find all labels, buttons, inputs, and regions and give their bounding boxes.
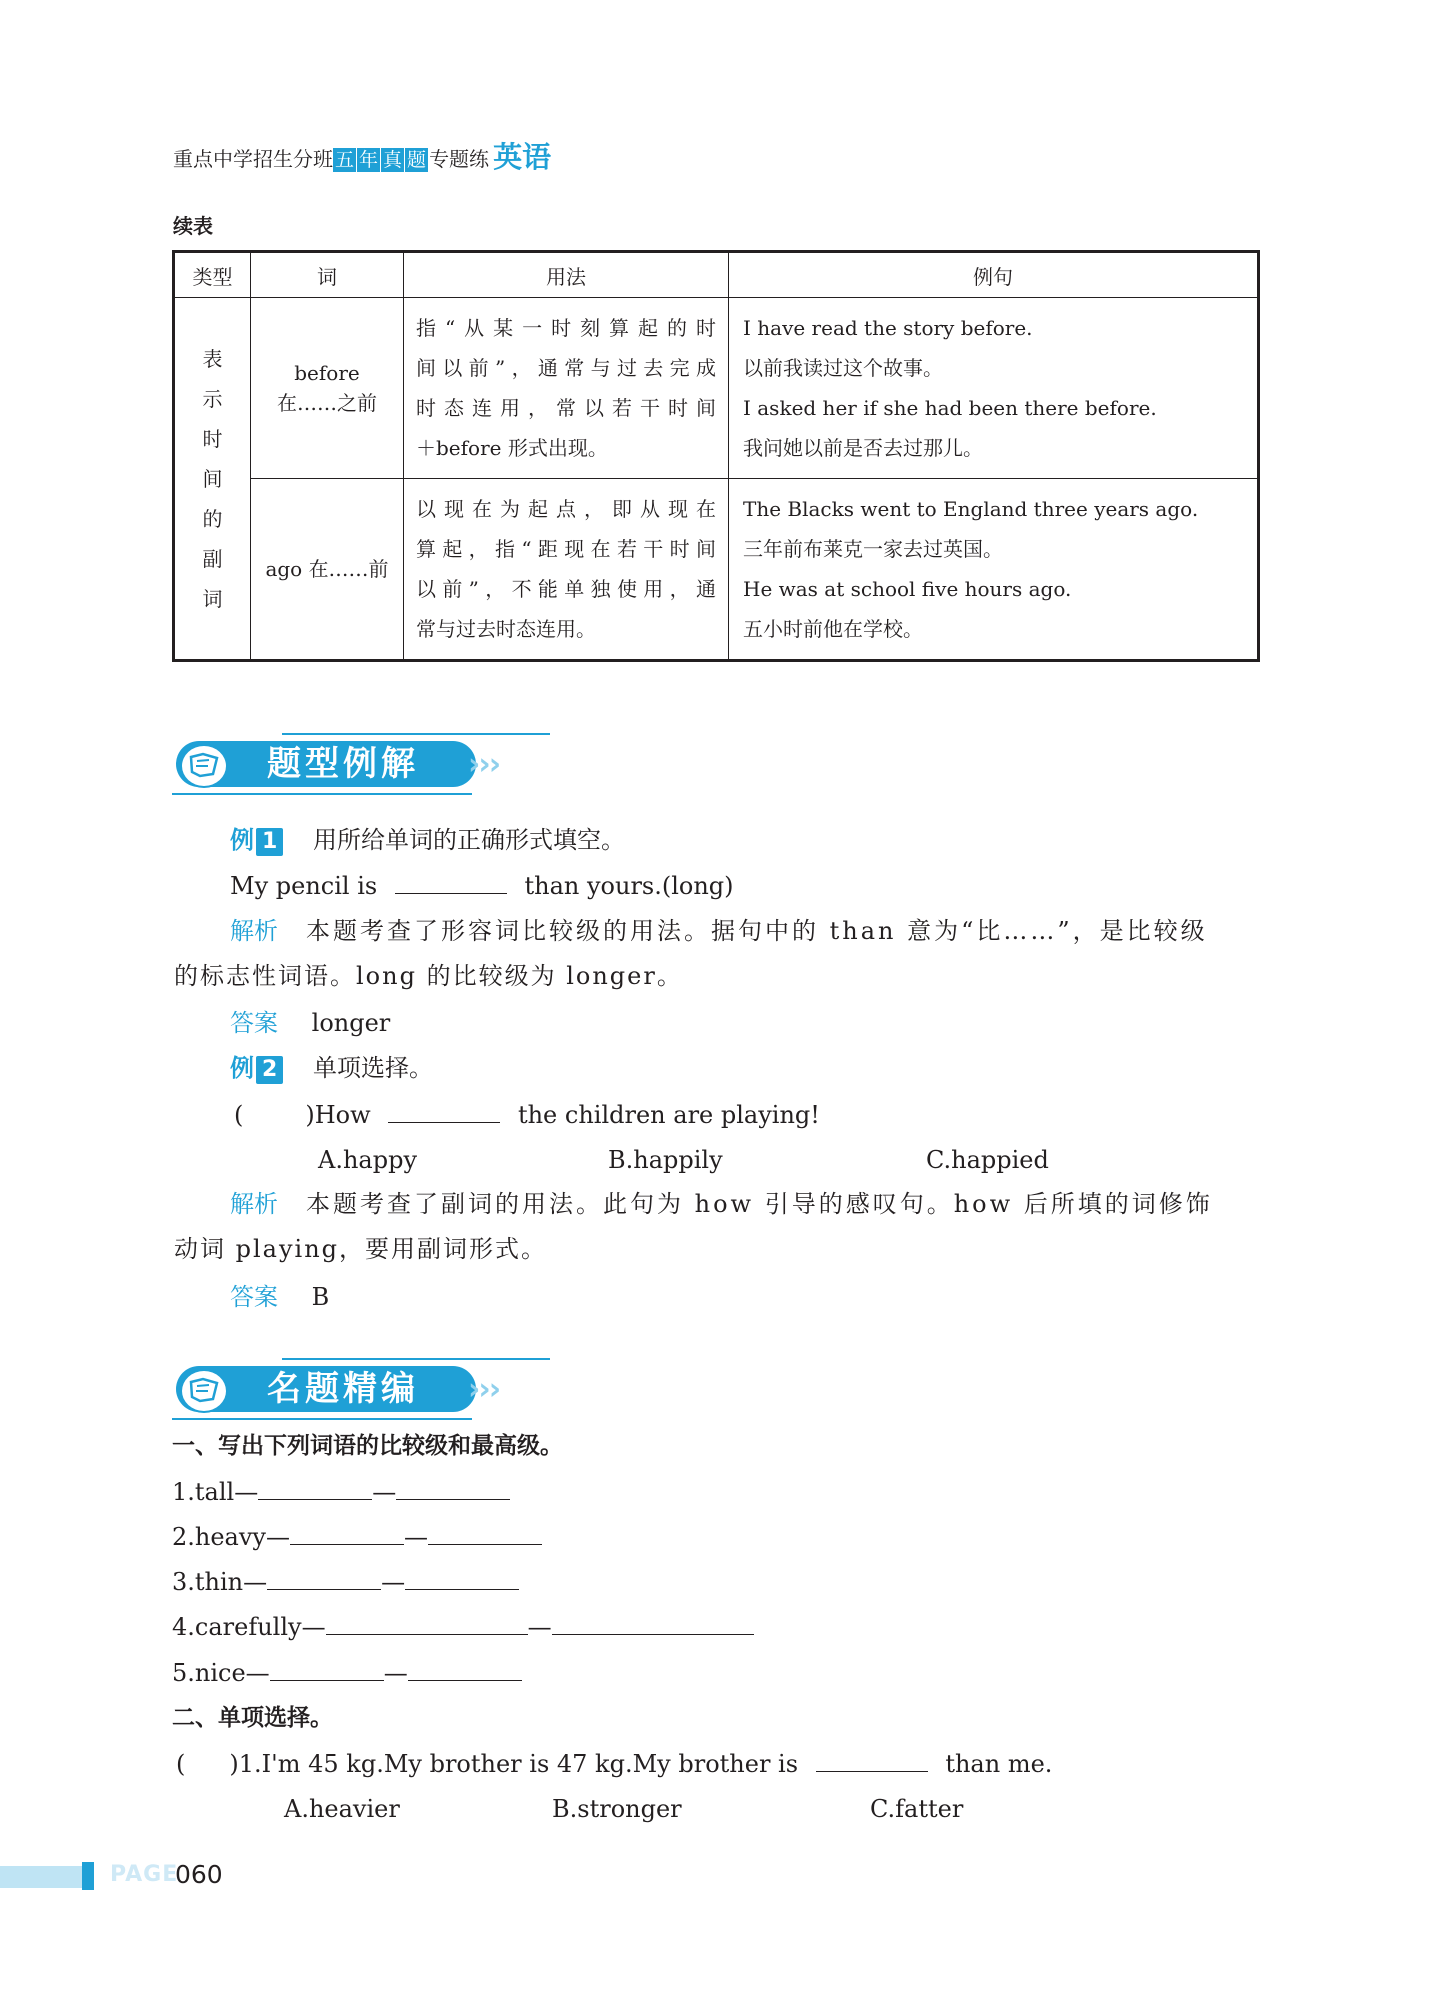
paren-open: ( [234,1101,244,1129]
usage-line: 间以前”，通常与过去完成 [416,356,716,380]
banner-bottom-rule [172,1418,472,1420]
example2-instruction: 单项选择。 [312,1054,433,1082]
header-example: 例句 [729,252,1259,298]
footer-mark [82,1862,94,1890]
book-icon [180,744,228,788]
continued-label: 续表 [173,214,213,238]
question-text-after: than me. [945,1750,1053,1778]
item-sep: — [383,1659,408,1687]
example1-analysis [174,909,1260,999]
example2-analysis [174,1182,1260,1272]
usage-line: 指“从某一时刻算起的时 [416,316,716,340]
exercise-item [172,1566,519,1598]
analysis-label: 解析 [230,1190,278,1218]
example2-answer [230,1281,329,1313]
paren-close: ) [305,1101,315,1129]
section-banner-examples [172,733,552,797]
answer-blank [408,1658,522,1681]
word-line: before [294,361,360,385]
item-label: 1.tall— [172,1478,259,1506]
analysis-line: 动词 playing，要用副词形式。 [174,1235,548,1263]
answer-blank [290,1522,404,1545]
exercise-item [172,1657,522,1689]
example-line: 我问她以前是否去过那儿。 [743,436,983,460]
running-header [173,142,551,172]
footer-page-word: PAGE [110,1862,179,1887]
header-subject: 英语 [493,140,552,174]
answer-blank [816,1749,928,1772]
item-sep: — [381,1568,406,1596]
type-char: 词 [202,586,223,611]
section-title: 名题精编 [267,1369,419,1409]
word-cell [251,479,404,661]
example-cell [729,298,1259,479]
header-word: 词 [251,252,404,298]
header-usage: 用法 [404,252,729,298]
item-sep: — [403,1523,428,1551]
type-char: 时 [202,426,223,451]
answer-blank [405,1567,519,1590]
usage-line: 以前”，不能单独使用，通 [416,577,716,601]
example-tag-number: 2 [256,1056,283,1084]
example-tag-label: 例 [230,1054,254,1082]
table-row [174,479,1259,661]
table-header-row [174,252,1259,298]
part1-heading: 一、写出下列词语的比较级和最高级。 [172,1433,563,1459]
example2-tag [230,1052,283,1084]
answer-text: longer [311,1009,391,1037]
header-type: 类型 [174,252,251,298]
part2-heading: 二、单项选择。 [172,1705,333,1731]
example1-question [230,870,734,902]
mc-question-1 [176,1748,1052,1780]
header-box-1: 五 [335,149,355,171]
example2-header [230,1052,433,1084]
exercise-item [172,1521,542,1553]
analysis-line [174,909,1260,954]
item-label: 3.thin— [172,1568,268,1596]
question-text-before: My pencil is [230,872,378,900]
example-tag-label: 例 [230,826,254,854]
example-line: 三年前布莱克一家去过英国。 [743,537,1003,561]
item-label: 2.heavy— [172,1523,290,1551]
question-text-after: than yours.(long) [524,872,734,900]
answer-label: 答案 [230,1009,278,1037]
exercise-item [172,1476,510,1508]
word-line: 在……之前 [277,391,377,415]
analysis-line [174,1182,1260,1227]
header-middle: 专题练 [429,147,490,171]
banner-bottom-rule [172,793,472,795]
item-label: 5.nice— [172,1659,270,1687]
section-banner-exercises [172,1358,552,1422]
example-cell [729,479,1259,661]
item-sep: — [372,1478,397,1506]
word-cell [251,298,404,479]
usage-cell [404,479,729,661]
answer-blank [270,1658,384,1681]
answer-blank [428,1522,542,1545]
paren-close: ) [229,1750,239,1778]
footer-bar [0,1866,82,1888]
option-c: C.happied [926,1146,1049,1174]
section-title: 题型例解 [267,744,419,784]
type-char: 间 [202,466,223,491]
type-cell [174,298,251,661]
chevron-right-icon: ››› [468,1372,500,1407]
item-label: 4.carefully— [172,1613,326,1641]
usage-cell [404,298,729,479]
chevron-right-icon: ››› [468,747,500,782]
header-box-3: 真 [383,149,403,171]
usage-line: 常与过去时态连用。 [416,617,596,641]
answer-blank [388,1100,500,1123]
option-a: A.happy [318,1146,418,1174]
analysis-text: 本题考查了形容词比较级的用法。据句中的 than 意为“比……”，是比较级 [306,917,1208,945]
grammar-table [172,250,1260,662]
example1-tag [230,824,283,856]
word-line: ago 在……前 [265,557,389,581]
header-box-4: 题 [407,149,427,171]
answer-blank [258,1477,372,1500]
page-number: 060 [175,1860,223,1889]
answer-blank [552,1612,754,1635]
example2-question [234,1099,820,1131]
option-a: A.heavier [284,1795,400,1823]
example-line: 以前我读过这个故事。 [743,356,943,380]
usage-line: 算起，指“距现在若干时间 [416,537,716,561]
answer-blank [396,1477,510,1500]
header-box-2: 年 [359,149,379,171]
paren-open: ( [176,1750,186,1778]
example-line: I have read the story before. [743,316,1033,340]
analysis-label: 解析 [230,917,278,945]
type-char: 表 [202,346,223,371]
example-line: 五小时前他在学校。 [743,617,923,641]
example-tag-number: 1 [256,828,283,856]
question-text-before: 1.I'm 45 kg.My brother is 47 kg.My brother is [238,1750,799,1778]
banner-top-rule [282,733,550,735]
answer-text: B [311,1283,330,1311]
question-text-after: the children are playing! [517,1101,820,1129]
question-text-before: How [314,1101,371,1129]
book-icon [180,1369,228,1413]
banner-top-rule [282,1358,550,1360]
table-row [174,298,1259,479]
item-sep: — [527,1613,552,1641]
usage-line: 时态连用，常以若干时间 [416,396,716,420]
type-char: 示 [202,386,223,411]
analysis-text: 本题考查了副词的用法。此句为 how 引导的感叹句。how 后所填的词修饰 [306,1190,1213,1218]
example1-instruction: 用所给单词的正确形式填空。 [312,826,625,854]
exercise-item [172,1611,754,1643]
option-c: C.fatter [870,1795,964,1823]
example-line: The Blacks went to England three years ago. [743,497,1199,521]
answer-blank [267,1567,381,1590]
example-line: He was at school five hours ago. [743,577,1072,601]
answer-label: 答案 [230,1283,278,1311]
example-line: I asked her if she had been there before. [743,396,1157,420]
answer-blank [395,871,507,894]
usage-line: ＋before 形式出现。 [416,436,608,460]
type-char: 副 [202,546,223,571]
header-prefix: 重点中学招生分班 [173,147,333,171]
example1-header [230,824,625,856]
analysis-line: 的标志性词语。long 的比较级为 longer。 [174,962,683,990]
option-b: B.happily [608,1146,723,1174]
type-char: 的 [202,506,223,531]
usage-line: 以现在为起点，即从现在 [416,497,716,521]
example1-answer [230,1007,390,1039]
answer-blank [326,1612,528,1635]
option-b: B.stronger [552,1795,682,1823]
